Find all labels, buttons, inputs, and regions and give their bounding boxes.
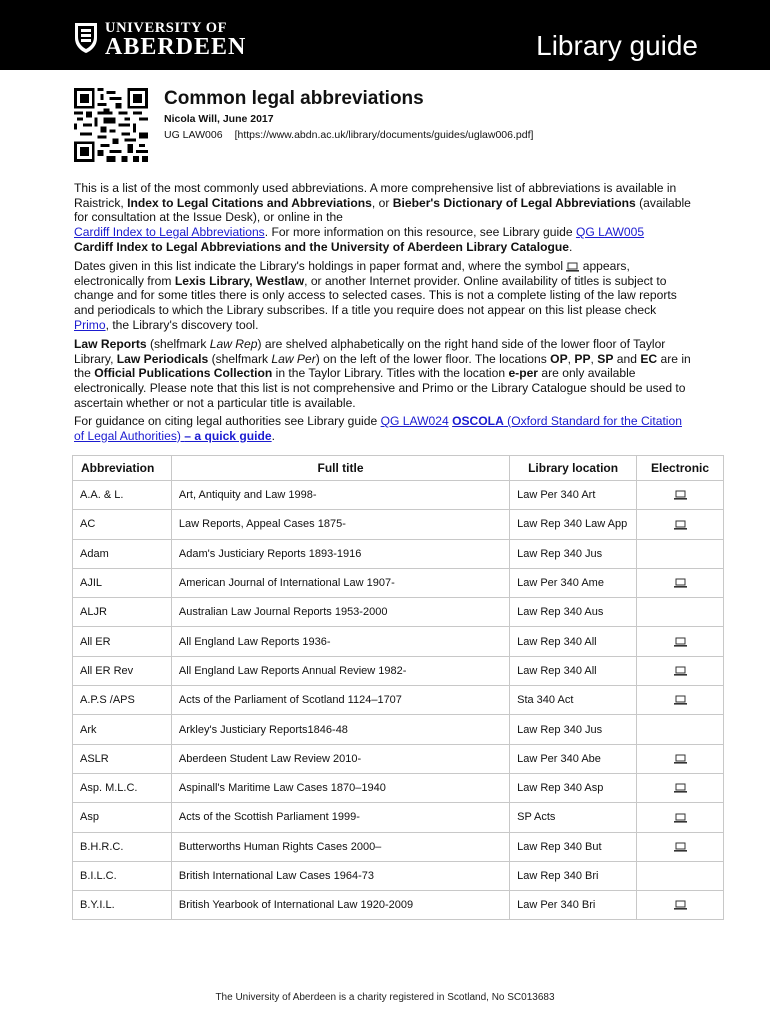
full-title-cell: Aspinall's Maritime Law Cases 1870–1940 bbox=[171, 773, 509, 802]
electronic-cell bbox=[637, 568, 724, 597]
cardiff-index-link[interactable]: Cardiff Index to Legal Abbreviations bbox=[74, 225, 265, 240]
location-cell: Law Rep 340 Jus bbox=[510, 715, 637, 744]
laptop-icon bbox=[674, 783, 687, 793]
full-title-cell: Adam's Justiciary Reports 1893-1916 bbox=[171, 539, 509, 568]
laptop-icon bbox=[674, 813, 687, 823]
abbreviation-cell: AJIL bbox=[73, 568, 172, 597]
abbreviations-table bbox=[72, 455, 724, 920]
location-cell: Law Rep 340 Jus bbox=[510, 539, 637, 568]
abbreviation-cell: A.A. & L. bbox=[73, 481, 172, 510]
full-title-cell: Australian Law Journal Reports 1953-2000 bbox=[171, 598, 509, 627]
electronic-cell bbox=[637, 832, 724, 861]
crest-icon bbox=[73, 20, 99, 54]
full-title-cell: All England Law Reports 1936- bbox=[171, 627, 509, 656]
location-cell: Law Rep 340 Aus bbox=[510, 598, 637, 627]
doc-code: UG LAW006 bbox=[164, 129, 223, 141]
logo-line2: ABERDEEN bbox=[105, 34, 247, 60]
col-abbreviation-header: Abbreviation bbox=[73, 456, 172, 481]
full-title-cell: Acts of the Parliament of Scotland 1124–1707 bbox=[171, 686, 509, 715]
table-row bbox=[73, 539, 724, 568]
table-row bbox=[73, 568, 724, 597]
table-row bbox=[73, 481, 724, 510]
abbreviation-cell: ALJR bbox=[73, 598, 172, 627]
abbreviation-cell: Asp bbox=[73, 803, 172, 832]
location-cell: Law Rep 340 Asp bbox=[510, 773, 637, 802]
laptop-icon bbox=[674, 900, 687, 910]
table-row bbox=[73, 510, 724, 539]
location-cell: Law Per 340 Abe bbox=[510, 744, 637, 773]
qg-law024-link[interactable]: QG LAW024 bbox=[380, 414, 449, 428]
col-electronic-header: Electronic bbox=[637, 456, 724, 481]
quick-guide-link[interactable]: – a quick guide bbox=[184, 428, 272, 443]
location-cell: SP Acts bbox=[510, 803, 637, 832]
location-cell: Sta 340 Act bbox=[510, 686, 637, 715]
table-row bbox=[73, 832, 724, 861]
table-row bbox=[73, 686, 724, 715]
location-cell: Law Per 340 Bri bbox=[510, 891, 637, 920]
header-bar bbox=[0, 0, 770, 70]
full-title-cell: British International Law Cases 1964-73 bbox=[171, 861, 509, 890]
doc-code-line bbox=[164, 129, 533, 141]
table-row bbox=[73, 861, 724, 890]
location-cell: Law Rep 340 Law App bbox=[510, 510, 637, 539]
laptop-icon bbox=[674, 520, 687, 530]
location-cell: Law Per 340 Art bbox=[510, 481, 637, 510]
table-body bbox=[73, 481, 724, 920]
laptop-icon bbox=[566, 262, 579, 272]
doc-author: Nicola Will, June 2017 bbox=[164, 113, 274, 125]
abbreviation-cell: AC bbox=[73, 510, 172, 539]
library-guide-label: Library guide bbox=[536, 30, 698, 61]
location-cell: Law Per 340 Ame bbox=[510, 568, 637, 597]
full-title-cell: Aberdeen Student Law Review 2010- bbox=[171, 744, 509, 773]
table-row bbox=[73, 744, 724, 773]
abbreviation-cell: Adam bbox=[73, 539, 172, 568]
electronic-cell bbox=[637, 715, 724, 744]
laptop-icon bbox=[674, 666, 687, 676]
electronic-cell bbox=[637, 481, 724, 510]
laptop-icon bbox=[674, 578, 687, 588]
primo-link[interactable]: Primo bbox=[74, 317, 106, 332]
electronic-cell bbox=[637, 686, 724, 715]
full-title-cell: Acts of the Scottish Parliament 1999- bbox=[171, 803, 509, 832]
electronic-cell bbox=[637, 803, 724, 832]
laptop-icon bbox=[674, 490, 687, 500]
full-title-cell: American Journal of International Law 1907- bbox=[171, 568, 509, 597]
table-row bbox=[73, 773, 724, 802]
electronic-cell bbox=[637, 510, 724, 539]
table-row bbox=[73, 598, 724, 627]
oscola-link[interactable]: OSCOLA bbox=[452, 414, 504, 428]
abbreviation-cell: B.I.L.C. bbox=[73, 861, 172, 890]
location-cell: Law Rep 340 All bbox=[510, 656, 637, 685]
table-row bbox=[73, 803, 724, 832]
table-row bbox=[73, 627, 724, 656]
electronic-cell bbox=[637, 744, 724, 773]
full-title-cell: Law Reports, Appeal Cases 1875- bbox=[171, 510, 509, 539]
abbreviation-cell: Asp. M.L.C. bbox=[73, 773, 172, 802]
doc-url[interactable]: [https://www.abdn.ac.uk/library/documents/guides/uglaw006.pdf] bbox=[234, 129, 534, 141]
full-title-cell: Arkley's Justiciary Reports1846-48 bbox=[171, 715, 509, 744]
intro-paragraph-1: This is a list of the most commonly used abbreviations. A more comprehensive list of abbreviations is available in Raistrick, Index to Legal Citations and Abbreviations, or Bieber's Dictionary of Legal Abbreviations (available for consultation at the Issue Desk), or online in the Cardiff Index to Legal Abbreviations. For more information on this resource, see Library guide QG LAW005 Cardiff Index to Legal Abbreviations and the University of Aberdeen Library Catalogue. bbox=[74, 181, 691, 254]
electronic-cell bbox=[637, 891, 724, 920]
abbreviation-cell: A.P.S /APS bbox=[73, 686, 172, 715]
intro-paragraph-4: For guidance on citing legal authorities see Library guide QG LAW024 OSCOLA (Oxford Standard for the Citation of Legal Authorities) – a quick guide. bbox=[74, 414, 682, 443]
electronic-cell bbox=[637, 773, 724, 802]
qr-code-icon[interactable] bbox=[74, 88, 148, 162]
full-title-cell: Butterworths Human Rights Cases 2000– bbox=[171, 832, 509, 861]
location-cell: Law Rep 340 But bbox=[510, 832, 637, 861]
col-full-title-header: Full title bbox=[171, 456, 509, 481]
doc-title: Common legal abbreviations bbox=[164, 88, 424, 109]
table-row bbox=[73, 891, 724, 920]
full-title-cell: All England Law Reports Annual Review 1982- bbox=[171, 656, 509, 685]
electronic-cell bbox=[637, 861, 724, 890]
laptop-icon bbox=[674, 695, 687, 705]
abbreviation-cell: Ark bbox=[73, 715, 172, 744]
table-row bbox=[73, 656, 724, 685]
electronic-cell bbox=[637, 627, 724, 656]
table-row bbox=[73, 715, 724, 744]
laptop-icon bbox=[674, 754, 687, 764]
electronic-cell bbox=[637, 656, 724, 685]
electronic-cell bbox=[637, 539, 724, 568]
oscola-fullname-link[interactable]: (Oxford Standard for the Citation of Legal Authorities) bbox=[74, 414, 682, 443]
abbreviation-cell: All ER bbox=[73, 627, 172, 656]
abbreviation-cell: All ER Rev bbox=[73, 656, 172, 685]
logo-line1: UNIVERSITY OF bbox=[105, 20, 228, 36]
laptop-icon bbox=[674, 637, 687, 647]
university-logo[interactable] bbox=[73, 18, 247, 64]
col-location-header: Library location bbox=[510, 456, 637, 481]
laptop-icon bbox=[674, 842, 687, 852]
table-header-row bbox=[73, 456, 724, 481]
location-cell: Law Rep 340 Bri bbox=[510, 861, 637, 890]
full-title-cell: Art, Antiquity and Law 1998- bbox=[171, 481, 509, 510]
intro-paragraph-2: Dates given in this list indicate the Library's holdings in paper format and, where the symbol appears, electronically from Lexis Library, Westlaw, or another Internet provider. Online availability of titles is subject to change and for some titles there is only access to selected cases. This is not a complete listing of the law reports and periodicals to which the Library subscribes. If a title you require does not appear on this list please check Primo, the Library's discovery tool. bbox=[74, 259, 677, 332]
abbreviation-cell: ASLR bbox=[73, 744, 172, 773]
abbreviation-cell: B.Y.I.L. bbox=[73, 891, 172, 920]
qg-law005-link[interactable]: QG LAW005 bbox=[575, 225, 645, 240]
intro-paragraph-3: Law Reports (shelfmark Law Rep) are shelved alphabetically on the right hand side of the lower floor of Taylor Library, Law Periodicals (shelfmark Law Per) on the left of the lower floor. The locations OP, PP, SP and EC are in the Official Publications Collection in the Taylor Library. Titles with the location e-per are only available electronically. Please note that this list is not comprehensive and Primo or the Library Catalogue should be used to ascertain whether or not a particular title is available. bbox=[74, 337, 691, 410]
full-title-cell: British Yearbook of International Law 1920-2009 bbox=[171, 891, 509, 920]
footer-charity-note: The University of Aberdeen is a charity registered in Scotland, No SC013683 bbox=[215, 992, 555, 1003]
electronic-cell bbox=[637, 598, 724, 627]
location-cell: Law Rep 340 All bbox=[510, 627, 637, 656]
abbreviation-cell: B.H.R.C. bbox=[73, 832, 172, 861]
